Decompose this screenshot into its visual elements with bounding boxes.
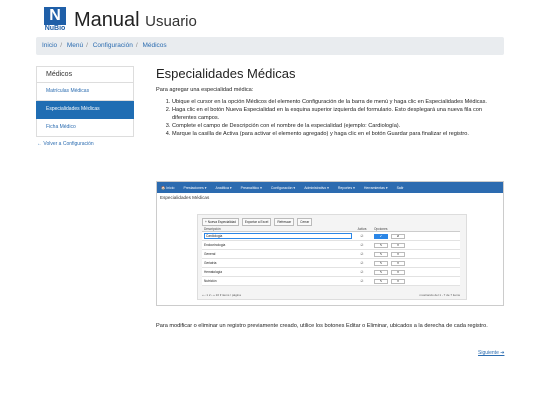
table-row: Geriatría ☑ ✎ ✕ (202, 259, 460, 268)
sidebar-item-especialidades[interactable]: Especialidades Médicas (36, 101, 134, 119)
edit-icon: ✎ (374, 270, 388, 275)
step-item: 4. Marque la casilla de Activa (para activar el elemento agregado) y haga clic en el botón Guardar para finalizar el registro. (172, 131, 504, 139)
table-header: Descripción Activa Opciones (202, 227, 460, 232)
new-specialty-button: + Nueva Especialidad (202, 218, 239, 226)
sidebar (36, 66, 134, 147)
refresh-button: Refrescar (274, 218, 294, 226)
screenshot-navbar (157, 182, 503, 193)
delete-icon: ✕ (391, 270, 405, 275)
nav-item: Prestaciones ▾ (183, 185, 207, 190)
footer-text: Para modificar o eliminar un registro previamente creado, utilice los botones Editar o Eliminar, ubicados a la derecha de cada registro. (156, 323, 488, 329)
back-link[interactable]: ← Volver a Configuración (37, 141, 94, 147)
embedded-screenshot (156, 181, 504, 306)
next-link[interactable]: Siguiente ➔ (478, 350, 505, 356)
step-item: 3. Complete el campo de Descripción con el nombre de la especialidad (ejemplo: Cardiología). (172, 123, 504, 131)
nav-item: Reportes ▾ (337, 185, 355, 190)
save-icon: ✔ (374, 234, 388, 239)
page-title: Especialidades Médicas (156, 66, 296, 81)
breadcrumb-inicio[interactable]: Inicio (42, 42, 58, 49)
main-content (156, 66, 504, 139)
step-item: 2. Haga clic en el botón Nueva Especialidad en la esquina superior izquierda del formulario. Esto desplegará una nueva fila con diferentes campos. (172, 107, 504, 122)
manual-title: Manual Usuario (74, 9, 197, 31)
screenshot-grid-panel (197, 214, 467, 300)
app-header (44, 5, 197, 33)
nubio-logo: N NuBio (44, 7, 66, 32)
edit-icon: ✎ (374, 243, 388, 248)
delete-icon: ✕ (391, 243, 405, 248)
table-row: Endocrinología ☑ ✎ ✕ (202, 241, 460, 250)
nav-item: Salir (396, 185, 404, 190)
delete-icon: ✕ (391, 252, 405, 257)
delete-icon: ✕ (391, 261, 405, 266)
screenshot-title: Especialidades Médicas (160, 195, 210, 200)
breadcrumb-menu[interactable]: Menú (66, 42, 84, 49)
table-row: Hematología ☑ ✎ ✕ (202, 268, 460, 277)
breadcrumb-configuracion[interactable]: Configuración (92, 42, 133, 49)
edit-icon: ✎ (374, 279, 388, 284)
screenshot-table (202, 227, 460, 286)
nav-item: 🏠 Inicio (161, 185, 175, 190)
steps-list (156, 99, 504, 138)
sidebar-item-matriculas[interactable]: Matrículas Médicas (36, 83, 134, 101)
nav-item: Analítica ▾ (215, 185, 232, 190)
cancel-icon: ⊘ (391, 234, 405, 239)
nav-item: Preanalítico ▾ (240, 185, 262, 190)
edit-icon: ✎ (374, 261, 388, 266)
export-excel-button: Exportar a Excel (242, 218, 271, 226)
sidebar-heading: Médicos (36, 66, 134, 83)
edit-icon: ✎ (374, 252, 388, 257)
table-pager: « ‹ 1 2 › » 10 ▾ items / página mostrando del 1 - 7 de 7 items (202, 293, 460, 297)
sidebar-item-ficha[interactable]: Ficha Médico (36, 119, 134, 137)
step-item: 1. Ubique el cursor en la opción Médicos del elemento Configuración de la barra de menú y haga clic en Especialidades Médicas. (172, 99, 504, 107)
close-button: Cerrar (297, 218, 312, 226)
nav-item: Configuración ▾ (270, 185, 296, 190)
breadcrumb-medicos[interactable]: Médicos (142, 42, 167, 49)
table-row: Cardiología ☑ ✔ ⊘ (202, 232, 460, 241)
intro-text: Para agregar una especialidad médica: (156, 87, 254, 93)
breadcrumb: Inicio / Menú / Configuración / Médicos (36, 37, 504, 55)
table-row: Nutrición ☑ ✎ ✕ (202, 277, 460, 286)
delete-icon: ✕ (391, 279, 405, 284)
table-row: General ☑ ✎ ✕ (202, 250, 460, 259)
nav-item: Administrativo ▾ (304, 185, 329, 190)
nav-item: Herramientas ▾ (363, 185, 388, 190)
